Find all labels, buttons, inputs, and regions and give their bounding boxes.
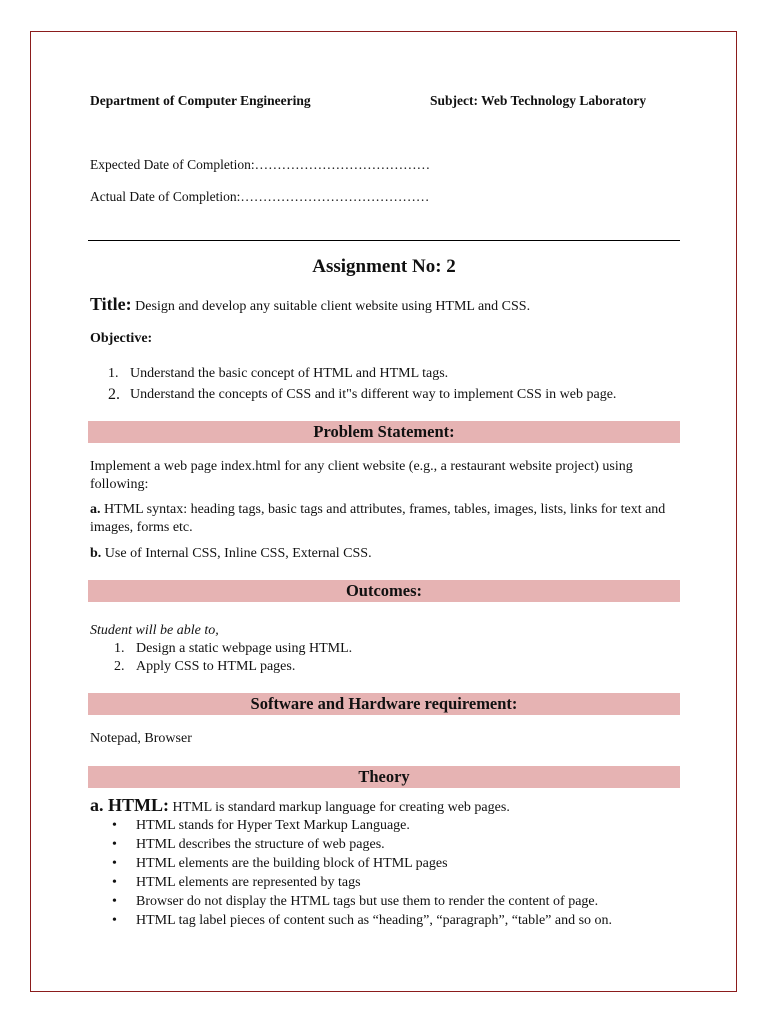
list-text: HTML elements are the building block of HTML pages xyxy=(136,856,448,871)
objective-list xyxy=(108,364,616,406)
department-label: Department of Computer Engineering xyxy=(90,93,311,108)
list-item xyxy=(112,835,612,854)
bullet-icon: • xyxy=(112,875,117,890)
bullet-icon: • xyxy=(112,856,117,871)
bullet-icon: • xyxy=(112,913,117,928)
list-text: HTML tag label pieces of content such as “heading”, “paragraph”, “table” and so on. xyxy=(136,913,613,928)
list-item xyxy=(112,854,612,873)
requirements-text: Notepad, Browser xyxy=(90,731,192,746)
bullet-icon: • xyxy=(112,837,117,852)
subject-label: Subject: Web Technology Laboratory xyxy=(430,93,647,108)
list-item xyxy=(112,873,612,892)
list-item xyxy=(112,892,612,911)
list-text: Understand the concepts of CSS and it"s different way to implement CSS in web page. xyxy=(130,387,617,402)
list-number: 1. xyxy=(108,366,119,381)
outcomes-heading: Outcomes: xyxy=(88,580,680,602)
list-text: Understand the basic concept of HTML and HTML tags. xyxy=(130,366,449,381)
requirements-heading: Software and Hardware requirement: xyxy=(88,693,680,715)
outcomes-list xyxy=(114,640,352,676)
item-text: Use of Internal CSS, Inline CSS, External CSS. xyxy=(101,546,372,561)
list-text: Browser do not display the HTML tags but use them to render the content of page. xyxy=(136,894,599,909)
list-item xyxy=(112,816,612,835)
item-text: HTML syntax: heading tags, basic tags and attributes, frames, tables, images, lists, links for text and images, forms etc. xyxy=(90,502,666,535)
problem-intro: Implement a web page index.html for any client website (e.g., a restaurant website project) using following: xyxy=(90,459,633,492)
expected-date-field: Expected Date of Completion:………………………………… xyxy=(90,157,431,172)
list-text: HTML describes the structure of web pages. xyxy=(136,837,385,852)
title-text: Design and develop any suitable client website using HTML and CSS. xyxy=(131,299,531,314)
problem-item-b xyxy=(90,545,682,563)
list-text: HTML stands for Hyper Text Markup Language. xyxy=(136,818,410,833)
objective-label: Objective: xyxy=(90,331,153,346)
title-line xyxy=(90,294,530,315)
list-text: Design a static webpage using HTML. xyxy=(136,641,353,656)
assignment-title: Assignment No: 2 xyxy=(312,256,456,277)
theory-bullet-list xyxy=(112,816,612,930)
list-number: 1. xyxy=(114,641,125,656)
theory-heading: Theory xyxy=(88,766,680,788)
outcomes-intro: Student will be able to, xyxy=(90,623,219,638)
actual-date-field: Actual Date of Completion:…………………………………… xyxy=(90,189,430,204)
item-label: b. xyxy=(90,546,102,561)
item-label: a. xyxy=(90,502,101,517)
list-item xyxy=(114,658,352,676)
html-label: a. HTML: xyxy=(90,795,169,815)
list-item xyxy=(108,384,616,406)
list-text: Apply CSS to HTML pages. xyxy=(136,659,296,674)
list-number: 2. xyxy=(114,659,125,674)
html-section-line xyxy=(90,795,510,816)
problem-statement-heading: Problem Statement: xyxy=(88,421,680,443)
list-item xyxy=(108,364,616,384)
list-text: HTML elements are represented by tags xyxy=(136,875,361,890)
title-label: Title: xyxy=(90,294,132,314)
list-item xyxy=(112,911,612,930)
list-item xyxy=(114,640,352,658)
html-text: HTML is standard markup language for creating web pages. xyxy=(169,800,510,815)
bullet-icon: • xyxy=(112,818,117,833)
header-divider xyxy=(88,240,680,241)
bullet-icon: • xyxy=(112,894,117,909)
problem-item-a xyxy=(90,501,682,537)
list-number: 2. xyxy=(108,386,120,403)
